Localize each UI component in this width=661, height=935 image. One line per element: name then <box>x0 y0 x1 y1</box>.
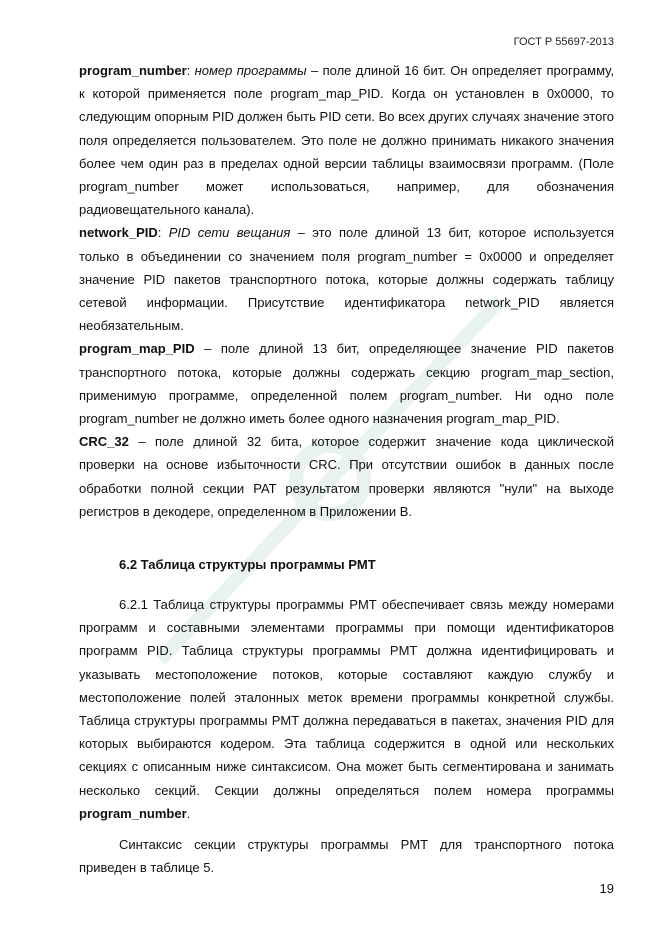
definition-crc-32 <box>79 430 614 523</box>
term-network-pid: network_PID <box>79 225 158 241</box>
section-paragraph-2: Синтаксис секции структуры программы PMT для транспортного потока приведен в таблице 5. <box>79 837 614 876</box>
term-program-map-pid: program_map_PID <box>79 341 195 357</box>
section-body <box>79 593 614 879</box>
definition-text: – поле длиной 13 бит, определяющее значение PID пакетов транспортного потока, которые должны содержать секцию program_map_section, применимую программе, определенной полем program_number. Ни одно поле program_number не должно иметь более одного назначения program_map_PID. <box>79 341 614 427</box>
term-crc-32: CRC_32 <box>79 434 129 450</box>
standard-number: ГОСТ Р 55697-2013 <box>513 36 614 48</box>
definitions-block <box>79 59 614 523</box>
definition-program-map-pid <box>79 337 614 430</box>
section-paragraph-1: 6.2.1 Таблица структуры программы PMT обеспечивает связь между номерами программ и составными элементами программы при помощи идентификаторов программ PID. Таблица структуры программы PMT должна идентифицировать и указывать местоположение потоков, которые составляют каждую службу и местоположение полей эталонных меток времени программы конкретной службы. Таблица структуры программы PMT должна передаваться в пакетах, значения PID для которых выбираются кодером. Эта таблица содержится в одной или нескольких секциях с описанным ниже синтаксисом. Она может быть сегментирована и занимать несколько секций. Секции должны определяться полем номера программы program_number. <box>79 597 614 821</box>
definition-network-pid: network_PID: PID сети вещания – это поле длиной 13 бит, которое используется только в объединении со значением поля program_number = 0x0000 и определяет значение PID пакетов транспортного потока, которые должны содержать таблицу сетевой информации. Присутствие идентификатора network_PID является необязательным. <box>79 225 614 334</box>
page-number: 19 <box>599 881 614 896</box>
term-program-number-inline: program_number <box>79 805 187 821</box>
definition-text: – поле длиной 16 бит. Он определяет программу, к которой применяется поле program_map_PID. Когда он установлен в 0x0000, то следующим опорным PID должен быть PID сети. Во всех других случаях значение этого поля определяется пользователем. Это поле не должно принимать никакого значения более чем один раз в пределах одной версии таблицы взаимосвязи программ. (Поле program_number может использоваться, например, для обозначения радиовещательного канала). <box>79 63 614 218</box>
section-heading: 6.2 Таблица структуры программы PMT <box>119 557 376 572</box>
term-program-number: program_number <box>79 63 187 78</box>
definition-program-number: program_number: номер программы – поле длиной 16 бит. Он определяет программу, к которой применяется поле program_map_PID. Когда он установлен в 0x0000, то следующим опорным PID должен быть PID сети. Во всех других случаях значение этого поля определяется пользователем. Это поле не должно принимать никакого значения более чем один раз в пределах одной версии таблицы взаимосвязи программ. (Поле program_number может использоваться, например, для обозначения радиовещательного канала). <box>79 63 614 218</box>
term-italic-network-pid: PID сети вещания <box>168 225 291 241</box>
term-italic-program-number: номер программы <box>194 63 307 78</box>
definition-text: – поле длиной 32 бита, которое содержит значение кода циклической проверки на основе избыточности CRC. При отсутствии ошибок в данных после обработки полной секции PAT результатом проверки являются "нули" на выходе регистров в декодере, определенном в Приложении В. <box>79 434 614 519</box>
definition-text: – это поле длиной 13 бит, которое используется только в объединении со значением поля program_number = 0x0000 и определяет значение PID пакетов транспортного потока, которые должны содержать таблицу сетевой информации. Присутствие идентификатора network_PID является необязательным. <box>79 225 614 334</box>
